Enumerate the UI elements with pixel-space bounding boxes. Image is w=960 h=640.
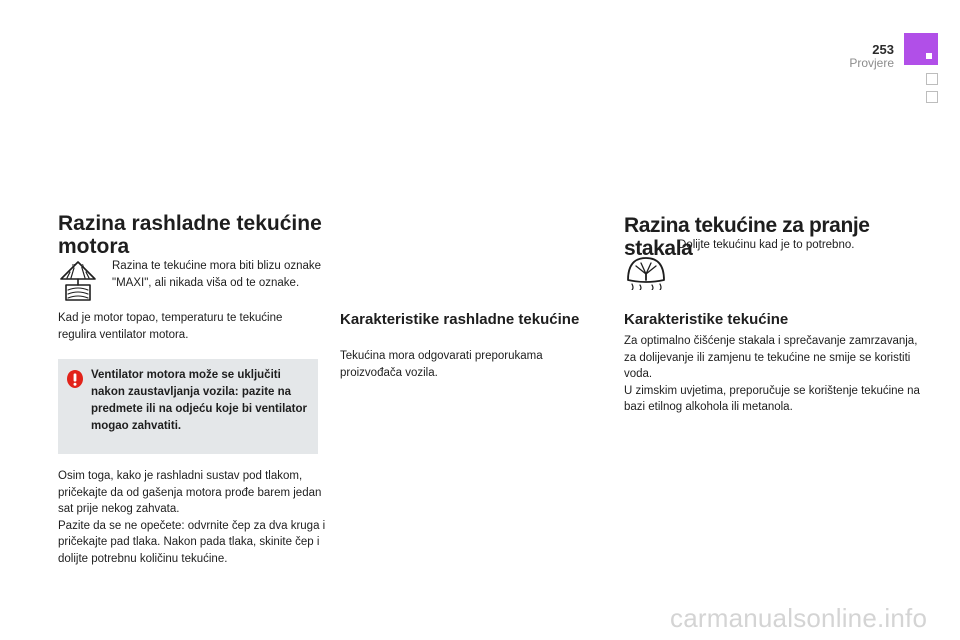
washer-specs-text: Za optimalno čišćenje stakala i sprečavanje zamrzavanja, za dolijevanje ili zamjenu te tekućine ne smije se koristiti voda. U zimskim uvjetima, preporučuje se korištenje tekućine na bazi etilnog alkohola ili metanola. xyxy=(624,335,920,413)
chapter-tab-marker xyxy=(926,53,932,59)
warning-text: Ventilator motora može se uključiti nakon zaustavljanja vozila: pazite na predmete ili na odjeću koje bi ventilator mogao zahvatiti. xyxy=(91,369,307,432)
coolant-reservoir-icon xyxy=(56,257,100,305)
coolant-specs-text: Tekućina mora odgovarati preporukama proizvođača vozila. xyxy=(340,350,543,379)
chapter-tab-active[interactable] xyxy=(904,33,938,65)
watermark: carmanualsonline.info xyxy=(670,603,928,633)
coolant-title: Razina rashladne tekućine motora xyxy=(58,212,322,258)
washer-icon-text: Dolijte tekućinu kad je to potrebno. xyxy=(678,239,855,251)
chapter-tab[interactable] xyxy=(926,73,938,85)
svg-text:A: A xyxy=(81,264,85,270)
svg-text:F: F xyxy=(72,264,75,270)
coolant-paragraph-2: Osim toga, kako je rashladni sustav pod tlakom, pričekajte da od gašenja motora prođe barem jedan sat prije nekog zahvata. Pazite da se ne opečete: odvrnite čep za dva kruga i pričekajte pad tlaka. Nakon pada tlaka, skinite čep i dolijte potrebnu količinu tekućine. xyxy=(58,470,326,565)
chapter-tab[interactable] xyxy=(926,91,938,103)
section-name: Provjere xyxy=(849,56,894,70)
page-number: 253 xyxy=(872,42,894,57)
washer-title: Razina tekućine za pranje stakala xyxy=(624,214,870,260)
coolant-specs-title: Karakteristike rashladne tekućine xyxy=(340,311,580,328)
washer-specs-title: Karakteristike tekućine xyxy=(624,311,789,328)
coolant-paragraph-1: Kad je motor topao, temperaturu te tekućine regulira ventilator motora. xyxy=(58,312,283,341)
coolant-icon-text: Razina te tekućine mora biti blizu oznake "MAXI", ali nikada viša od te oznake. xyxy=(112,260,322,289)
warning-icon xyxy=(66,369,84,389)
windscreen-washer-icon xyxy=(624,250,668,290)
